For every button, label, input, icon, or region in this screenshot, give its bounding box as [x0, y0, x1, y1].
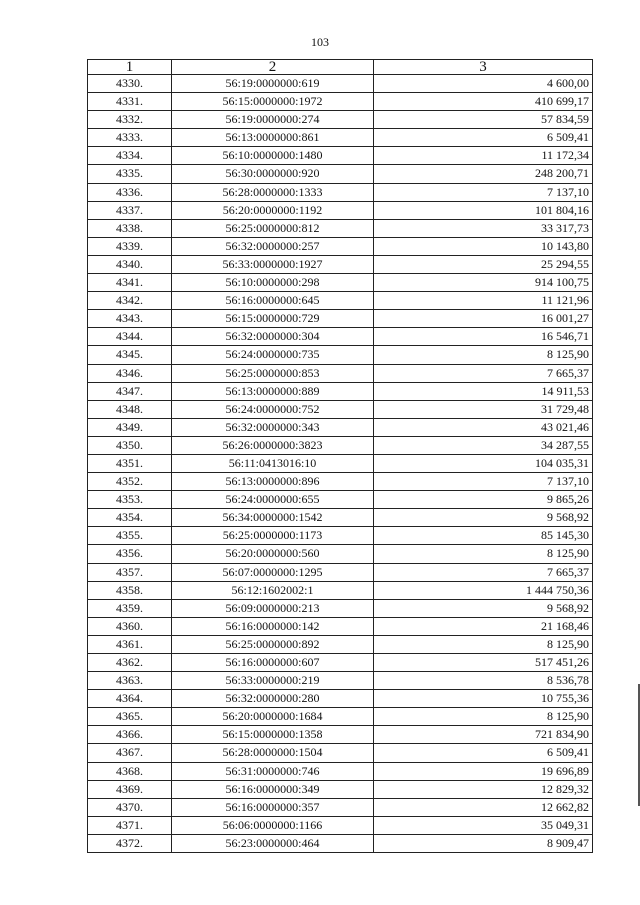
row-number-cell: 4346.	[88, 364, 172, 382]
table-row	[88, 834, 593, 852]
value-cell: 9 865,26	[374, 491, 593, 509]
row-number-cell: 4339.	[88, 237, 172, 255]
cadastral-number-cell: 56:16:0000000:142	[172, 617, 374, 635]
row-number-cell: 4365.	[88, 708, 172, 726]
cadastral-number-cell: 56:16:0000000:357	[172, 798, 374, 816]
table-row	[88, 473, 593, 491]
row-number-cell: 4372.	[88, 834, 172, 852]
value-cell: 16 001,27	[374, 310, 593, 328]
value-cell: 8 909,47	[374, 834, 593, 852]
value-cell: 6 509,41	[374, 129, 593, 147]
row-number-cell: 4349.	[88, 418, 172, 436]
table-row	[88, 328, 593, 346]
cadastral-number-cell: 56:10:0000000:1480	[172, 147, 374, 165]
cadastral-number-cell: 56:25:0000000:812	[172, 219, 374, 237]
row-number-cell: 4367.	[88, 744, 172, 762]
row-number-cell: 4334.	[88, 147, 172, 165]
row-number-cell: 4338.	[88, 219, 172, 237]
table-row	[88, 436, 593, 454]
cadastral-number-cell: 56:11:0413016:10	[172, 454, 374, 472]
row-number-cell: 4362.	[88, 654, 172, 672]
cadastral-number-cell: 56:24:0000000:752	[172, 400, 374, 418]
cadastral-number-cell: 56:19:0000000:619	[172, 75, 374, 93]
cadastral-number-cell: 56:13:0000000:896	[172, 473, 374, 491]
cadastral-number-cell: 56:25:0000000:892	[172, 635, 374, 653]
row-number-cell: 4358.	[88, 581, 172, 599]
table-row	[88, 744, 593, 762]
value-cell: 10 755,36	[374, 690, 593, 708]
value-cell: 14 911,53	[374, 382, 593, 400]
row-number-cell: 4357.	[88, 563, 172, 581]
value-cell: 8 125,90	[374, 545, 593, 563]
table-row	[88, 527, 593, 545]
cadastral-number-cell: 56:32:0000000:280	[172, 690, 374, 708]
table-row	[88, 310, 593, 328]
table-row	[88, 617, 593, 635]
cadastral-number-cell: 56:28:0000000:1504	[172, 744, 374, 762]
column-header-1: 1	[88, 60, 172, 75]
row-number-cell: 4337.	[88, 201, 172, 219]
value-cell: 34 287,55	[374, 436, 593, 454]
table-body	[88, 75, 593, 853]
table-row	[88, 581, 593, 599]
table-row	[88, 798, 593, 816]
value-cell: 19 696,89	[374, 762, 593, 780]
value-cell: 8 125,90	[374, 346, 593, 364]
table-row	[88, 255, 593, 273]
table-row	[88, 672, 593, 690]
table-row	[88, 147, 593, 165]
value-cell: 721 834,90	[374, 726, 593, 744]
value-cell: 25 294,55	[374, 255, 593, 273]
table-row	[88, 654, 593, 672]
table-row	[88, 292, 593, 310]
table-row	[88, 491, 593, 509]
column-header-3: 3	[374, 60, 593, 75]
table-row	[88, 382, 593, 400]
value-cell: 11 172,34	[374, 147, 593, 165]
value-cell: 9 568,92	[374, 509, 593, 527]
value-cell: 16 546,71	[374, 328, 593, 346]
cadastral-number-cell: 56:26:0000000:3823	[172, 436, 374, 454]
row-number-cell: 4348.	[88, 400, 172, 418]
cadastral-number-cell: 56:25:0000000:1173	[172, 527, 374, 545]
table-row	[88, 346, 593, 364]
table-row	[88, 274, 593, 292]
table-row	[88, 75, 593, 93]
cadastral-number-cell: 56:32:0000000:304	[172, 328, 374, 346]
row-number-cell: 4331.	[88, 93, 172, 111]
row-number-cell: 4333.	[88, 129, 172, 147]
value-cell: 31 729,48	[374, 400, 593, 418]
table-header	[88, 60, 593, 75]
table-row	[88, 762, 593, 780]
cadastral-number-cell: 56:06:0000000:1166	[172, 816, 374, 834]
value-cell: 12 662,82	[374, 798, 593, 816]
value-cell: 4 600,00	[374, 75, 593, 93]
table-row	[88, 364, 593, 382]
cadastral-number-cell: 56:20:0000000:560	[172, 545, 374, 563]
cadastral-number-cell: 56:16:0000000:645	[172, 292, 374, 310]
row-number-cell: 4336.	[88, 183, 172, 201]
value-cell: 101 804,16	[374, 201, 593, 219]
row-number-cell: 4342.	[88, 292, 172, 310]
value-cell: 410 699,17	[374, 93, 593, 111]
page-number: 103	[311, 35, 329, 49]
row-number-cell: 4345.	[88, 346, 172, 364]
table-row	[88, 708, 593, 726]
cadastral-number-cell: 56:23:0000000:464	[172, 834, 374, 852]
table-row	[88, 635, 593, 653]
value-cell: 85 145,30	[374, 527, 593, 545]
cadastral-number-cell: 56:16:0000000:349	[172, 780, 374, 798]
cadastral-number-cell: 56:24:0000000:735	[172, 346, 374, 364]
cadastral-number-cell: 56:10:0000000:298	[172, 274, 374, 292]
value-cell: 57 834,59	[374, 111, 593, 129]
row-number-cell: 4341.	[88, 274, 172, 292]
cadastral-number-cell: 56:12:1602002:1	[172, 581, 374, 599]
value-cell: 8 536,78	[374, 672, 593, 690]
row-number-cell: 4353.	[88, 491, 172, 509]
table-row	[88, 690, 593, 708]
cadastral-number-cell: 56:34:0000000:1542	[172, 509, 374, 527]
cadastral-number-cell: 56:30:0000000:920	[172, 165, 374, 183]
table-row	[88, 219, 593, 237]
cadastral-number-cell: 56:19:0000000:274	[172, 111, 374, 129]
table-row	[88, 201, 593, 219]
cadastral-number-cell: 56:13:0000000:861	[172, 129, 374, 147]
value-cell: 248 200,71	[374, 165, 593, 183]
cadastral-number-cell: 56:32:0000000:343	[172, 418, 374, 436]
row-number-cell: 4354.	[88, 509, 172, 527]
row-number-cell: 4369.	[88, 780, 172, 798]
cadastral-number-cell: 56:15:0000000:1358	[172, 726, 374, 744]
row-number-cell: 4330.	[88, 75, 172, 93]
value-cell: 7 665,37	[374, 563, 593, 581]
value-cell: 7 137,10	[374, 183, 593, 201]
table-row	[88, 183, 593, 201]
value-cell: 35 049,31	[374, 816, 593, 834]
value-cell: 11 121,96	[374, 292, 593, 310]
row-number-cell: 4335.	[88, 165, 172, 183]
table-row	[88, 93, 593, 111]
value-cell: 9 568,92	[374, 599, 593, 617]
table-row	[88, 400, 593, 418]
row-number-cell: 4352.	[88, 473, 172, 491]
table-row	[88, 418, 593, 436]
cadastral-number-cell: 56:31:0000000:746	[172, 762, 374, 780]
row-number-cell: 4363.	[88, 672, 172, 690]
table-row	[88, 111, 593, 129]
value-cell: 21 168,46	[374, 617, 593, 635]
row-number-cell: 4371.	[88, 816, 172, 834]
value-cell: 8 125,90	[374, 635, 593, 653]
row-number-cell: 4356.	[88, 545, 172, 563]
row-number-cell: 4344.	[88, 328, 172, 346]
cadastral-number-cell: 56:24:0000000:655	[172, 491, 374, 509]
value-cell: 7 137,10	[374, 473, 593, 491]
table-row	[88, 509, 593, 527]
cadastral-number-cell: 56:16:0000000:607	[172, 654, 374, 672]
cadastral-number-cell: 56:32:0000000:257	[172, 237, 374, 255]
row-number-cell: 4347.	[88, 382, 172, 400]
row-number-cell: 4340.	[88, 255, 172, 273]
column-header-2: 2	[172, 60, 374, 75]
row-number-cell: 4350.	[88, 436, 172, 454]
value-cell: 33 317,73	[374, 219, 593, 237]
value-cell: 517 451,26	[374, 654, 593, 672]
row-number-cell: 4368.	[88, 762, 172, 780]
cadastral-number-cell: 56:07:0000000:1295	[172, 563, 374, 581]
row-number-cell: 4361.	[88, 635, 172, 653]
cadastral-number-cell: 56:33:0000000:219	[172, 672, 374, 690]
value-cell: 7 665,37	[374, 364, 593, 382]
table-row	[88, 816, 593, 834]
row-number-cell: 4343.	[88, 310, 172, 328]
cadastral-number-cell: 56:13:0000000:889	[172, 382, 374, 400]
cadastral-number-cell: 56:20:0000000:1192	[172, 201, 374, 219]
cadastral-number-cell: 56:15:0000000:729	[172, 310, 374, 328]
value-cell: 10 143,80	[374, 237, 593, 255]
row-number-cell: 4351.	[88, 454, 172, 472]
value-cell: 6 509,41	[374, 744, 593, 762]
cadastral-number-cell: 56:15:0000000:1972	[172, 93, 374, 111]
table-row	[88, 237, 593, 255]
table-row	[88, 726, 593, 744]
table-row	[88, 780, 593, 798]
row-number-cell: 4366.	[88, 726, 172, 744]
row-number-cell: 4355.	[88, 527, 172, 545]
row-number-cell: 4360.	[88, 617, 172, 635]
header-row	[88, 60, 593, 75]
row-number-cell: 4359.	[88, 599, 172, 617]
value-cell: 43 021,46	[374, 418, 593, 436]
value-cell: 1 444 750,36	[374, 581, 593, 599]
row-number-cell: 4364.	[88, 690, 172, 708]
table-row	[88, 563, 593, 581]
cadastral-number-cell: 56:20:0000000:1684	[172, 708, 374, 726]
cadastral-number-cell: 56:28:0000000:1333	[172, 183, 374, 201]
cadastral-number-cell: 56:33:0000000:1927	[172, 255, 374, 273]
table-row	[88, 129, 593, 147]
value-cell: 914 100,75	[374, 274, 593, 292]
table-row	[88, 545, 593, 563]
table-row	[88, 165, 593, 183]
row-number-cell: 4332.	[88, 111, 172, 129]
cadastral-number-cell: 56:25:0000000:853	[172, 364, 374, 382]
cadastral-number-cell: 56:09:0000000:213	[172, 599, 374, 617]
table-row	[88, 454, 593, 472]
value-cell: 104 035,31	[374, 454, 593, 472]
table-row	[88, 599, 593, 617]
value-cell: 12 829,32	[374, 780, 593, 798]
value-cell: 8 125,90	[374, 708, 593, 726]
row-number-cell: 4370.	[88, 798, 172, 816]
data-table	[87, 59, 593, 853]
